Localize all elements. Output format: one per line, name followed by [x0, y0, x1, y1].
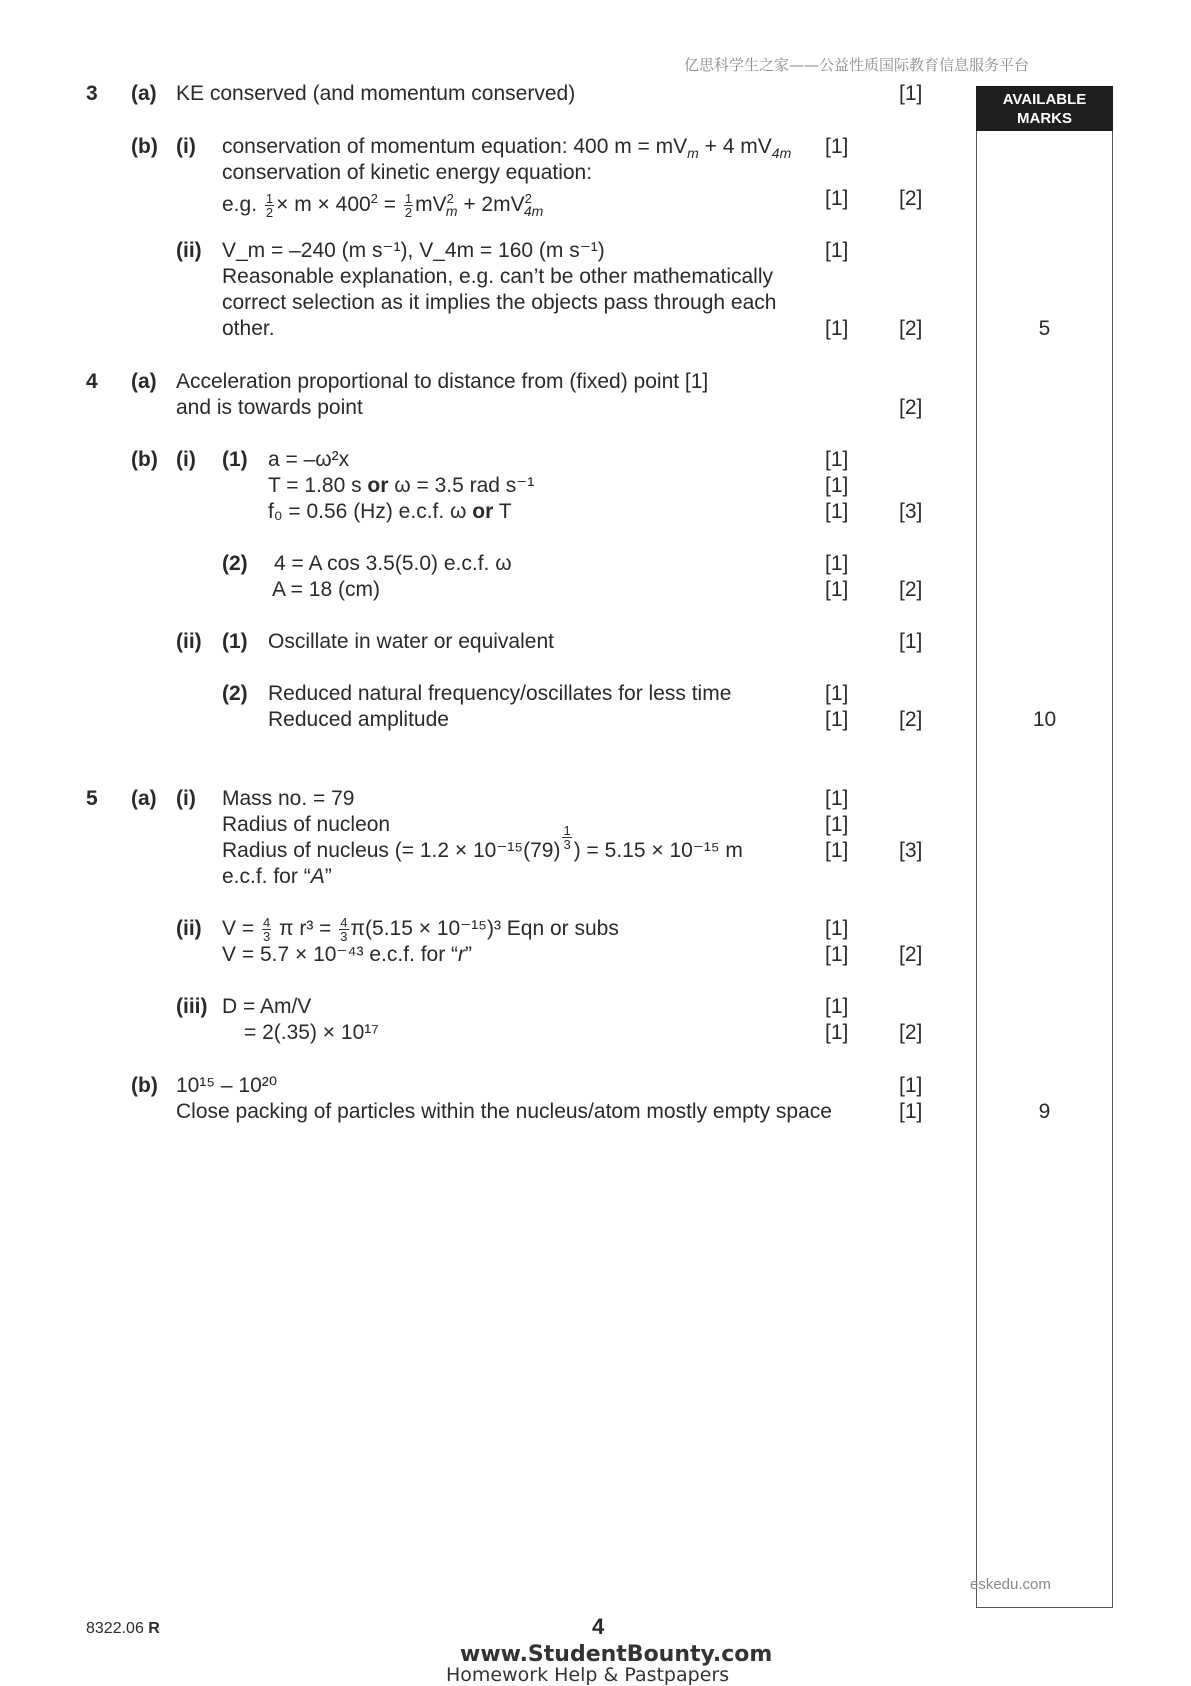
- eskedu-watermark: eskedu.com: [970, 1576, 1051, 1593]
- studentbounty-link[interactable]: www.StudentBounty.com: [460, 1642, 773, 1667]
- line-mark: [1]: [825, 813, 849, 836]
- line-mark: [1]: [825, 708, 849, 731]
- fraction: $\frac{4}{3}$: [262, 915, 271, 944]
- available-marks-value: 5: [1038, 317, 1051, 340]
- answer-text: conservation of kinetic energy equation:: [222, 161, 593, 184]
- part-label: (a): [131, 370, 157, 393]
- total-mark: [2]: [899, 1021, 923, 1044]
- answer-text: a = –ω²x: [268, 448, 350, 471]
- fraction-exponent: $\frac{1}{3}$: [563, 823, 571, 852]
- subpart-label: (ii): [176, 239, 202, 262]
- line-mark: [1]: [825, 135, 849, 158]
- answer-text: KE conserved (and momentum conserved): [176, 82, 576, 105]
- header-watermark: 亿思科学生之家——公益性质国际教育信息服务平台: [684, 56, 1030, 74]
- answer-text: correct selection as it implies the objects pass through each: [222, 291, 777, 314]
- line-mark: [1]: [825, 787, 849, 810]
- answer-text: Radius of nucleon: [222, 813, 391, 836]
- answer-text: V = $\frac{4}{3}$ π r³ = $\frac{4}{3}$ π(5.15 × 10⁻¹⁵)³ Eqn or subs: [222, 915, 619, 944]
- item-label: (1): [222, 448, 248, 471]
- answer-text: Reasonable explanation, e.g. can’t be other mathematically: [222, 265, 774, 288]
- question-number: 4: [86, 370, 98, 393]
- studentbounty-tagline: Homework Help & Pastpapers: [446, 1664, 730, 1686]
- answer-text: V = 5.7 × 10⁻⁴³ e.c.f. for “r”: [222, 943, 473, 966]
- total-mark: [2]: [899, 317, 923, 340]
- total-mark: [3]: [899, 500, 923, 523]
- total-mark: [1]: [899, 1074, 923, 1097]
- answer-text: Mass no. = 79: [222, 787, 355, 810]
- answer-text: T = 1.80 s or ω = 3.5 rad s⁻¹: [268, 474, 535, 497]
- fraction: $\frac{1}{2}$: [404, 190, 413, 220]
- line-mark: [1]: [825, 682, 849, 705]
- marks-header-line2: MARKS: [1017, 110, 1072, 127]
- total-mark: [1]: [899, 630, 923, 653]
- available-marks-value: 9: [1038, 1100, 1051, 1123]
- line-mark: [1]: [825, 943, 849, 966]
- part-label: (a): [131, 787, 157, 810]
- item-label: (1): [222, 630, 248, 653]
- subpart-label: (i): [176, 787, 196, 810]
- answer-text: A = 18 (cm): [272, 578, 380, 601]
- answer-text: and is towards point: [176, 396, 363, 419]
- answer-text: 10¹⁵ – 10²⁰: [176, 1074, 278, 1097]
- line-mark: [1]: [825, 1021, 849, 1044]
- answer-text: Acceleration proportional to distance from (fixed) point [1]: [176, 370, 709, 393]
- total-mark: [1]: [899, 1100, 923, 1123]
- total-mark: [2]: [899, 578, 923, 601]
- subpart-label: (i): [176, 448, 196, 471]
- subpart-label: (i): [176, 135, 196, 158]
- answer-text: Radius of nucleus (= 1.2 × 10⁻¹⁵(79) $\frac{1}{3}$ ) = 5.15 × 10⁻¹⁵ m: [222, 823, 743, 862]
- available-marks-header: [976, 86, 1113, 131]
- answer-text: e.g. $\frac{1}{2}$ × $m \times 400^2$ = $\frac{1}{2}$ $mV^2_m + 2mV^2_{4m}$: [222, 190, 544, 220]
- answer-text: f₀ = 0.56 (Hz) e.c.f. ω or T: [268, 500, 512, 523]
- subpart-label: (ii): [176, 917, 202, 940]
- answer-text: other.: [222, 317, 275, 340]
- line-mark: [1]: [825, 578, 849, 601]
- answer-text: V_m = –240 (m s⁻¹), V_4m = 160 (m s⁻¹): [222, 239, 605, 262]
- marks-header-line1: AVAILABLE: [1002, 91, 1087, 108]
- answer-text: Close packing of particles within the nucleus/atom mostly empty space: [176, 1100, 832, 1123]
- answer-text: D = Am/V: [222, 995, 312, 1018]
- line-mark: [1]: [825, 187, 849, 210]
- part-label: (a): [131, 82, 157, 105]
- part-label: (b): [131, 1074, 158, 1097]
- line-mark: [1]: [825, 552, 849, 575]
- answer-text: Reduced amplitude: [268, 708, 449, 731]
- subpart-label: (iii): [176, 995, 208, 1018]
- question-number: 5: [86, 787, 98, 810]
- fraction: $\frac{1}{2}$: [265, 190, 274, 220]
- line-mark: [1]: [825, 995, 849, 1018]
- answer-text: e.c.f. for “A”: [222, 865, 332, 888]
- line-mark: [1]: [825, 317, 849, 340]
- answer-text: conservation of momentum equation: 400 $m = mV_m + 4$ $mV_{4m}$: [222, 135, 792, 162]
- total-mark: [2]: [899, 943, 923, 966]
- line-mark: [1]: [825, 500, 849, 523]
- line-mark: [1]: [825, 448, 849, 471]
- part-label: (b): [131, 448, 158, 471]
- available-marks-column: [976, 86, 1113, 1608]
- answer-text: Reduced natural frequency/oscillates for less time: [268, 682, 732, 705]
- available-marks-value: 10: [1032, 708, 1057, 731]
- part-label: (b): [131, 135, 158, 158]
- line-mark: [1]: [825, 239, 849, 262]
- item-label: (2): [222, 552, 248, 575]
- total-mark: [1]: [899, 82, 923, 105]
- total-mark: [2]: [899, 187, 923, 210]
- question-number: 3: [86, 82, 98, 105]
- answer-text: 4 = A cos 3.5(5.0) e.c.f. ω: [274, 552, 512, 575]
- page-number: 4: [592, 1614, 605, 1639]
- subpart-label: (ii): [176, 630, 202, 653]
- answer-text: Oscillate in water or equivalent: [268, 630, 554, 653]
- total-mark: [2]: [899, 708, 923, 731]
- fraction: $\frac{4}{3}$: [340, 915, 348, 944]
- paper-code: 8322.06 R: [86, 1620, 160, 1637]
- item-label: (2): [222, 682, 248, 705]
- line-mark: [1]: [825, 839, 849, 862]
- line-mark: [1]: [825, 474, 849, 497]
- total-mark: [3]: [899, 839, 923, 862]
- line-mark: [1]: [825, 917, 849, 940]
- total-mark: [2]: [899, 396, 923, 419]
- answer-text: = 2(.35) × 10¹⁷: [244, 1021, 379, 1044]
